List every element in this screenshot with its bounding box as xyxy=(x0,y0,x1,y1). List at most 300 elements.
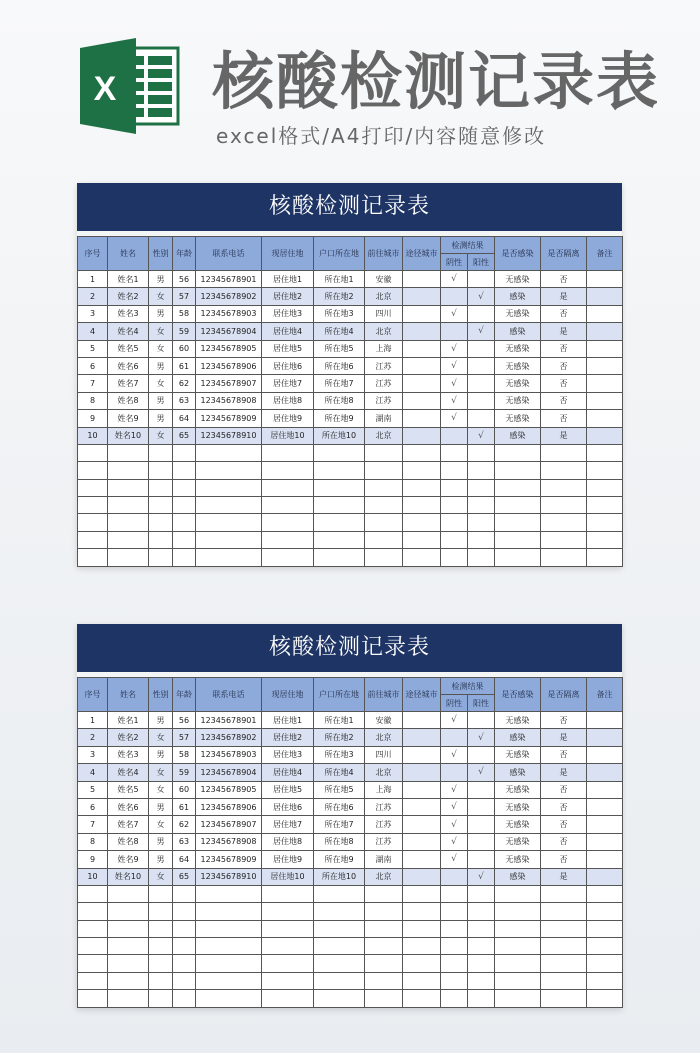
cell-name[interactable] xyxy=(108,938,149,955)
cell-remark[interactable] xyxy=(587,410,623,427)
cell-age[interactable] xyxy=(173,885,196,902)
cell-infected[interactable]: 无感染 xyxy=(495,816,541,833)
cell-hukou[interactable]: 所在地2 xyxy=(314,729,365,746)
cell-negative[interactable]: √ xyxy=(441,851,468,868)
cell-age[interactable]: 60 xyxy=(173,781,196,798)
cell-dest-city[interactable]: 江苏 xyxy=(365,357,403,374)
cell-phone[interactable]: 12345678903 xyxy=(196,746,262,763)
cell-dest-city[interactable] xyxy=(365,479,403,496)
cell-negative[interactable] xyxy=(441,479,468,496)
cell-via-city[interactable] xyxy=(403,497,441,514)
cell-dest-city[interactable] xyxy=(365,955,403,972)
cell-dest-city[interactable] xyxy=(365,885,403,902)
cell-via-city[interactable] xyxy=(403,903,441,920)
cell-negative[interactable]: √ xyxy=(441,392,468,409)
cell-via-city[interactable] xyxy=(403,990,441,1007)
cell-name[interactable]: 姓名6 xyxy=(108,357,149,374)
cell-name[interactable]: 姓名10 xyxy=(108,427,149,444)
cell-dest-city[interactable]: 上海 xyxy=(365,781,403,798)
cell-age[interactable]: 60 xyxy=(173,340,196,357)
cell-seq[interactable] xyxy=(78,497,108,514)
cell-dest-city[interactable]: 江苏 xyxy=(365,392,403,409)
cell-negative[interactable] xyxy=(441,549,468,566)
cell-positive[interactable] xyxy=(468,816,495,833)
cell-remark[interactable] xyxy=(587,990,623,1007)
cell-via-city[interactable] xyxy=(403,375,441,392)
cell-negative[interactable]: √ xyxy=(441,746,468,763)
cell-isolated[interactable] xyxy=(541,955,587,972)
cell-negative[interactable] xyxy=(441,462,468,479)
cell-residence[interactable]: 居住地8 xyxy=(262,833,314,850)
cell-negative[interactable] xyxy=(441,531,468,548)
cell-positive[interactable] xyxy=(468,903,495,920)
cell-isolated[interactable]: 否 xyxy=(541,816,587,833)
cell-negative[interactable]: √ xyxy=(441,816,468,833)
cell-phone[interactable] xyxy=(196,444,262,461)
cell-isolated[interactable]: 否 xyxy=(541,357,587,374)
cell-phone[interactable] xyxy=(196,497,262,514)
cell-infected[interactable] xyxy=(495,549,541,566)
cell-gender[interactable]: 女 xyxy=(149,781,173,798)
cell-name[interactable]: 姓名4 xyxy=(108,323,149,340)
cell-infected[interactable]: 无感染 xyxy=(495,712,541,729)
cell-dest-city[interactable]: 江苏 xyxy=(365,816,403,833)
cell-hukou[interactable] xyxy=(314,549,365,566)
cell-positive[interactable] xyxy=(468,549,495,566)
cell-phone[interactable]: 12345678902 xyxy=(196,729,262,746)
cell-negative[interactable] xyxy=(441,729,468,746)
cell-via-city[interactable] xyxy=(403,357,441,374)
cell-name[interactable] xyxy=(108,462,149,479)
cell-positive[interactable] xyxy=(468,990,495,1007)
cell-remark[interactable] xyxy=(587,729,623,746)
cell-residence[interactable] xyxy=(262,955,314,972)
cell-seq[interactable] xyxy=(78,955,108,972)
cell-dest-city[interactable]: 北京 xyxy=(365,323,403,340)
cell-positive[interactable]: √ xyxy=(468,323,495,340)
cell-via-city[interactable] xyxy=(403,972,441,989)
cell-seq[interactable] xyxy=(78,444,108,461)
cell-gender[interactable]: 女 xyxy=(149,375,173,392)
cell-gender[interactable]: 女 xyxy=(149,868,173,885)
cell-age[interactable]: 62 xyxy=(173,375,196,392)
cell-seq[interactable]: 3 xyxy=(78,746,108,763)
cell-gender[interactable]: 女 xyxy=(149,427,173,444)
cell-negative[interactable] xyxy=(441,514,468,531)
cell-positive[interactable] xyxy=(468,497,495,514)
cell-isolated[interactable]: 是 xyxy=(541,729,587,746)
cell-dest-city[interactable] xyxy=(365,972,403,989)
cell-negative[interactable]: √ xyxy=(441,833,468,850)
cell-seq[interactable]: 6 xyxy=(78,798,108,815)
cell-remark[interactable] xyxy=(587,375,623,392)
cell-phone[interactable]: 12345678908 xyxy=(196,392,262,409)
cell-positive[interactable] xyxy=(468,340,495,357)
cell-residence[interactable] xyxy=(262,497,314,514)
cell-phone[interactable] xyxy=(196,972,262,989)
cell-name[interactable] xyxy=(108,497,149,514)
cell-remark[interactable] xyxy=(587,938,623,955)
cell-gender[interactable]: 男 xyxy=(149,833,173,850)
cell-dest-city[interactable]: 江苏 xyxy=(365,375,403,392)
cell-negative[interactable] xyxy=(441,444,468,461)
cell-residence[interactable]: 居住地7 xyxy=(262,816,314,833)
cell-seq[interactable] xyxy=(78,903,108,920)
cell-phone[interactable] xyxy=(196,938,262,955)
cell-hukou[interactable] xyxy=(314,955,365,972)
cell-age[interactable] xyxy=(173,462,196,479)
cell-name[interactable] xyxy=(108,531,149,548)
cell-seq[interactable]: 10 xyxy=(78,868,108,885)
cell-phone[interactable]: 12345678904 xyxy=(196,323,262,340)
cell-residence[interactable] xyxy=(262,972,314,989)
cell-infected[interactable] xyxy=(495,514,541,531)
cell-age[interactable] xyxy=(173,938,196,955)
cell-negative[interactable]: √ xyxy=(441,271,468,288)
cell-via-city[interactable] xyxy=(403,392,441,409)
cell-remark[interactable] xyxy=(587,816,623,833)
cell-negative[interactable] xyxy=(441,903,468,920)
cell-infected[interactable]: 无感染 xyxy=(495,746,541,763)
cell-dest-city[interactable]: 北京 xyxy=(365,764,403,781)
cell-dest-city[interactable] xyxy=(365,938,403,955)
cell-positive[interactable] xyxy=(468,444,495,461)
cell-name[interactable]: 姓名4 xyxy=(108,764,149,781)
cell-phone[interactable] xyxy=(196,514,262,531)
cell-phone[interactable]: 12345678904 xyxy=(196,764,262,781)
cell-name[interactable]: 姓名6 xyxy=(108,798,149,815)
cell-phone[interactable]: 12345678905 xyxy=(196,781,262,798)
cell-dest-city[interactable]: 四川 xyxy=(365,305,403,322)
cell-gender[interactable] xyxy=(149,444,173,461)
cell-hukou[interactable]: 所在地8 xyxy=(314,392,365,409)
cell-gender[interactable]: 男 xyxy=(149,305,173,322)
cell-hukou[interactable]: 所在地4 xyxy=(314,764,365,781)
cell-isolated[interactable]: 否 xyxy=(541,712,587,729)
cell-name[interactable] xyxy=(108,479,149,496)
cell-isolated[interactable] xyxy=(541,549,587,566)
cell-isolated[interactable] xyxy=(541,462,587,479)
cell-remark[interactable] xyxy=(587,340,623,357)
cell-via-city[interactable] xyxy=(403,746,441,763)
cell-infected[interactable] xyxy=(495,885,541,902)
cell-residence[interactable]: 居住地9 xyxy=(262,851,314,868)
cell-infected[interactable]: 无感染 xyxy=(495,833,541,850)
cell-infected[interactable]: 无感染 xyxy=(495,357,541,374)
cell-positive[interactable] xyxy=(468,833,495,850)
cell-name[interactable]: 姓名8 xyxy=(108,833,149,850)
cell-phone[interactable]: 12345678901 xyxy=(196,712,262,729)
cell-via-city[interactable] xyxy=(403,288,441,305)
cell-age[interactable]: 63 xyxy=(173,833,196,850)
cell-remark[interactable] xyxy=(587,271,623,288)
cell-remark[interactable] xyxy=(587,514,623,531)
cell-hukou[interactable]: 所在地7 xyxy=(314,375,365,392)
cell-name[interactable] xyxy=(108,903,149,920)
cell-isolated[interactable] xyxy=(541,444,587,461)
cell-seq[interactable]: 5 xyxy=(78,781,108,798)
cell-dest-city[interactable] xyxy=(365,531,403,548)
cell-via-city[interactable] xyxy=(403,305,441,322)
cell-positive[interactable] xyxy=(468,712,495,729)
cell-remark[interactable] xyxy=(587,357,623,374)
cell-isolated[interactable]: 是 xyxy=(541,427,587,444)
cell-dest-city[interactable] xyxy=(365,903,403,920)
cell-residence[interactable] xyxy=(262,549,314,566)
cell-infected[interactable]: 无感染 xyxy=(495,392,541,409)
cell-phone[interactable]: 12345678906 xyxy=(196,798,262,815)
cell-gender[interactable]: 女 xyxy=(149,323,173,340)
cell-remark[interactable] xyxy=(587,868,623,885)
cell-age[interactable] xyxy=(173,514,196,531)
cell-negative[interactable] xyxy=(441,868,468,885)
cell-isolated[interactable]: 否 xyxy=(541,833,587,850)
cell-infected[interactable]: 无感染 xyxy=(495,271,541,288)
cell-infected[interactable] xyxy=(495,531,541,548)
cell-hukou[interactable]: 所在地1 xyxy=(314,271,365,288)
cell-age[interactable]: 56 xyxy=(173,712,196,729)
cell-dest-city[interactable]: 安徽 xyxy=(365,271,403,288)
cell-dest-city[interactable]: 北京 xyxy=(365,427,403,444)
cell-name[interactable]: 姓名2 xyxy=(108,288,149,305)
cell-hukou[interactable] xyxy=(314,444,365,461)
cell-negative[interactable]: √ xyxy=(441,357,468,374)
cell-negative[interactable] xyxy=(441,938,468,955)
cell-via-city[interactable] xyxy=(403,938,441,955)
cell-isolated[interactable] xyxy=(541,990,587,1007)
cell-name[interactable]: 姓名7 xyxy=(108,375,149,392)
cell-infected[interactable] xyxy=(495,955,541,972)
cell-infected[interactable]: 无感染 xyxy=(495,851,541,868)
cell-residence[interactable]: 居住地1 xyxy=(262,712,314,729)
cell-negative[interactable] xyxy=(441,497,468,514)
cell-seq[interactable]: 2 xyxy=(78,288,108,305)
cell-dest-city[interactable] xyxy=(365,497,403,514)
cell-age[interactable]: 65 xyxy=(173,868,196,885)
cell-positive[interactable] xyxy=(468,746,495,763)
cell-remark[interactable] xyxy=(587,903,623,920)
cell-positive[interactable] xyxy=(468,305,495,322)
cell-gender[interactable]: 女 xyxy=(149,340,173,357)
cell-via-city[interactable] xyxy=(403,340,441,357)
cell-phone[interactable]: 12345678909 xyxy=(196,851,262,868)
cell-positive[interactable] xyxy=(468,514,495,531)
cell-via-city[interactable] xyxy=(403,729,441,746)
cell-residence[interactable]: 居住地4 xyxy=(262,764,314,781)
cell-name[interactable]: 姓名9 xyxy=(108,851,149,868)
cell-positive[interactable] xyxy=(468,885,495,902)
cell-hukou[interactable]: 所在地6 xyxy=(314,357,365,374)
cell-gender[interactable]: 男 xyxy=(149,851,173,868)
cell-dest-city[interactable] xyxy=(365,990,403,1007)
cell-gender[interactable] xyxy=(149,497,173,514)
cell-phone[interactable] xyxy=(196,955,262,972)
cell-hukou[interactable] xyxy=(314,479,365,496)
cell-remark[interactable] xyxy=(587,781,623,798)
cell-gender[interactable] xyxy=(149,972,173,989)
cell-age[interactable]: 63 xyxy=(173,392,196,409)
cell-remark[interactable] xyxy=(587,798,623,815)
cell-phone[interactable]: 12345678907 xyxy=(196,375,262,392)
cell-via-city[interactable] xyxy=(403,885,441,902)
cell-infected[interactable]: 无感染 xyxy=(495,410,541,427)
cell-age[interactable] xyxy=(173,955,196,972)
cell-remark[interactable] xyxy=(587,497,623,514)
cell-remark[interactable] xyxy=(587,531,623,548)
cell-phone[interactable] xyxy=(196,479,262,496)
cell-isolated[interactable] xyxy=(541,920,587,937)
cell-name[interactable]: 姓名1 xyxy=(108,712,149,729)
cell-hukou[interactable] xyxy=(314,920,365,937)
cell-hukou[interactable]: 所在地3 xyxy=(314,746,365,763)
cell-infected[interactable] xyxy=(495,497,541,514)
cell-infected[interactable] xyxy=(495,479,541,496)
cell-seq[interactable] xyxy=(78,514,108,531)
cell-dest-city[interactable] xyxy=(365,462,403,479)
cell-via-city[interactable] xyxy=(403,410,441,427)
cell-isolated[interactable]: 否 xyxy=(541,781,587,798)
cell-hukou[interactable] xyxy=(314,903,365,920)
cell-age[interactable]: 59 xyxy=(173,323,196,340)
cell-gender[interactable]: 女 xyxy=(149,764,173,781)
cell-seq[interactable] xyxy=(78,462,108,479)
cell-age[interactable]: 58 xyxy=(173,305,196,322)
cell-dest-city[interactable]: 北京 xyxy=(365,288,403,305)
cell-infected[interactable]: 无感染 xyxy=(495,305,541,322)
cell-via-city[interactable] xyxy=(403,816,441,833)
cell-dest-city[interactable]: 安徽 xyxy=(365,712,403,729)
cell-gender[interactable] xyxy=(149,938,173,955)
cell-negative[interactable]: √ xyxy=(441,712,468,729)
cell-name[interactable] xyxy=(108,972,149,989)
cell-via-city[interactable] xyxy=(403,851,441,868)
cell-negative[interactable] xyxy=(441,764,468,781)
cell-hukou[interactable]: 所在地9 xyxy=(314,851,365,868)
cell-hukou[interactable]: 所在地3 xyxy=(314,305,365,322)
cell-phone[interactable]: 12345678906 xyxy=(196,357,262,374)
cell-positive[interactable] xyxy=(468,479,495,496)
cell-residence[interactable] xyxy=(262,885,314,902)
cell-age[interactable]: 61 xyxy=(173,357,196,374)
cell-isolated[interactable] xyxy=(541,903,587,920)
cell-infected[interactable] xyxy=(495,938,541,955)
cell-phone[interactable]: 12345678907 xyxy=(196,816,262,833)
cell-residence[interactable] xyxy=(262,479,314,496)
cell-gender[interactable]: 男 xyxy=(149,271,173,288)
cell-infected[interactable] xyxy=(495,444,541,461)
cell-dest-city[interactable] xyxy=(365,920,403,937)
cell-remark[interactable] xyxy=(587,479,623,496)
cell-positive[interactable] xyxy=(468,920,495,937)
cell-dest-city[interactable]: 江苏 xyxy=(365,798,403,815)
cell-via-city[interactable] xyxy=(403,833,441,850)
cell-negative[interactable] xyxy=(441,972,468,989)
cell-dest-city[interactable]: 上海 xyxy=(365,340,403,357)
cell-gender[interactable] xyxy=(149,479,173,496)
cell-name[interactable] xyxy=(108,920,149,937)
cell-positive[interactable] xyxy=(468,938,495,955)
cell-phone[interactable]: 12345678910 xyxy=(196,868,262,885)
cell-dest-city[interactable] xyxy=(365,444,403,461)
cell-name[interactable]: 姓名5 xyxy=(108,340,149,357)
cell-age[interactable] xyxy=(173,479,196,496)
cell-hukou[interactable] xyxy=(314,885,365,902)
cell-hukou[interactable]: 所在地8 xyxy=(314,833,365,850)
cell-positive[interactable] xyxy=(468,781,495,798)
cell-remark[interactable] xyxy=(587,462,623,479)
cell-age[interactable] xyxy=(173,920,196,937)
cell-residence[interactable]: 居住地1 xyxy=(262,271,314,288)
cell-hukou[interactable] xyxy=(314,990,365,1007)
cell-residence[interactable] xyxy=(262,938,314,955)
cell-remark[interactable] xyxy=(587,323,623,340)
cell-gender[interactable]: 男 xyxy=(149,712,173,729)
cell-positive[interactable]: √ xyxy=(468,729,495,746)
cell-hukou[interactable] xyxy=(314,497,365,514)
cell-seq[interactable]: 5 xyxy=(78,340,108,357)
cell-infected[interactable] xyxy=(495,972,541,989)
cell-name[interactable]: 姓名2 xyxy=(108,729,149,746)
cell-gender[interactable]: 男 xyxy=(149,746,173,763)
cell-negative[interactable] xyxy=(441,885,468,902)
cell-gender[interactable]: 女 xyxy=(149,729,173,746)
cell-gender[interactable] xyxy=(149,462,173,479)
cell-age[interactable] xyxy=(173,972,196,989)
cell-remark[interactable] xyxy=(587,851,623,868)
cell-via-city[interactable] xyxy=(403,781,441,798)
cell-via-city[interactable] xyxy=(403,955,441,972)
cell-phone[interactable] xyxy=(196,885,262,902)
cell-gender[interactable] xyxy=(149,920,173,937)
cell-isolated[interactable]: 否 xyxy=(541,375,587,392)
cell-age[interactable] xyxy=(173,549,196,566)
cell-seq[interactable] xyxy=(78,885,108,902)
cell-residence[interactable]: 居住地8 xyxy=(262,392,314,409)
cell-gender[interactable] xyxy=(149,549,173,566)
cell-hukou[interactable]: 所在地1 xyxy=(314,712,365,729)
cell-infected[interactable]: 无感染 xyxy=(495,798,541,815)
cell-remark[interactable] xyxy=(587,746,623,763)
cell-seq[interactable]: 8 xyxy=(78,392,108,409)
cell-via-city[interactable] xyxy=(403,920,441,937)
cell-positive[interactable] xyxy=(468,531,495,548)
cell-age[interactable]: 64 xyxy=(173,851,196,868)
cell-seq[interactable] xyxy=(78,531,108,548)
cell-seq[interactable]: 8 xyxy=(78,833,108,850)
cell-seq[interactable]: 7 xyxy=(78,375,108,392)
cell-via-city[interactable] xyxy=(403,323,441,340)
cell-remark[interactable] xyxy=(587,427,623,444)
cell-negative[interactable]: √ xyxy=(441,340,468,357)
cell-age[interactable]: 59 xyxy=(173,764,196,781)
cell-isolated[interactable] xyxy=(541,885,587,902)
cell-positive[interactable]: √ xyxy=(468,764,495,781)
cell-phone[interactable] xyxy=(196,549,262,566)
cell-hukou[interactable]: 所在地10 xyxy=(314,868,365,885)
cell-infected[interactable] xyxy=(495,920,541,937)
cell-remark[interactable] xyxy=(587,392,623,409)
cell-positive[interactable] xyxy=(468,972,495,989)
cell-hukou[interactable] xyxy=(314,972,365,989)
cell-seq[interactable] xyxy=(78,549,108,566)
cell-via-city[interactable] xyxy=(403,462,441,479)
cell-isolated[interactable] xyxy=(541,531,587,548)
cell-name[interactable] xyxy=(108,514,149,531)
cell-negative[interactable]: √ xyxy=(441,305,468,322)
cell-residence[interactable]: 居住地5 xyxy=(262,340,314,357)
cell-dest-city[interactable] xyxy=(365,549,403,566)
cell-infected[interactable]: 感染 xyxy=(495,729,541,746)
